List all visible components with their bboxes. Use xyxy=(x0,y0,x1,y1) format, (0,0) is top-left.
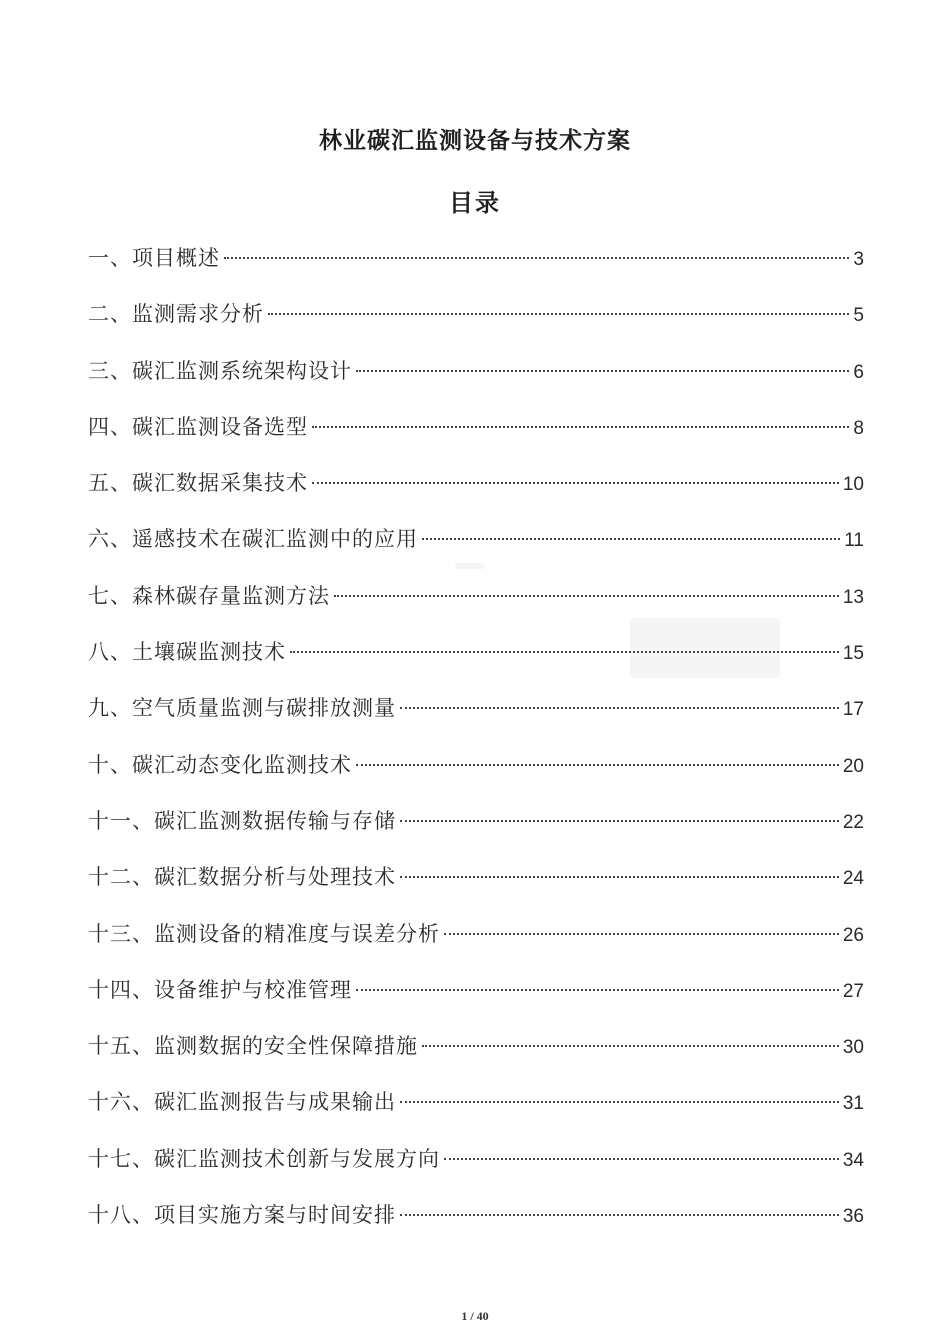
toc-entry-page: 17 xyxy=(842,699,864,721)
toc-entry[interactable] xyxy=(88,1084,864,1140)
toc-entry-page: 15 xyxy=(842,643,864,665)
toc-entry[interactable] xyxy=(88,859,864,915)
toc-entry-label: 十七、碳汇监测技术创新与发展方向 xyxy=(88,1146,440,1171)
toc-entry-page: 10 xyxy=(842,474,864,496)
toc-entry[interactable] xyxy=(88,1028,864,1084)
toc-entry[interactable] xyxy=(88,578,864,634)
toc-entry-label: 一、项目概述 xyxy=(88,246,220,270)
toc-entry-label: 七、森林碳存量监测方法 xyxy=(88,583,330,608)
toc-entry-page: 3 xyxy=(853,249,864,270)
toc-heading: 目录 xyxy=(449,189,501,217)
toc-entry-label: 八、土壤碳监测技术 xyxy=(88,640,286,665)
toc-entry-label: 四、碳汇监测设备选型 xyxy=(88,414,308,439)
document-title: 林业碳汇监测设备与技术方案 xyxy=(319,128,631,154)
toc-entry[interactable] xyxy=(88,409,864,465)
toc-entry-label: 十五、监测数据的安全性保障措施 xyxy=(88,1034,418,1059)
toc-dot-leader xyxy=(334,595,839,597)
toc-entry[interactable] xyxy=(88,296,864,352)
toc-entry[interactable] xyxy=(88,916,864,972)
toc-entry[interactable] xyxy=(88,634,864,690)
toc-entry-page: 34 xyxy=(842,1149,864,1171)
toc-entry-page: 31 xyxy=(842,1093,864,1115)
toc-entry[interactable] xyxy=(88,465,864,521)
toc-entry-page: 13 xyxy=(842,586,864,608)
page-number-footer: 1 / 40 xyxy=(461,1309,489,1323)
toc-dot-leader xyxy=(444,1158,839,1160)
toc-dot-leader xyxy=(400,707,839,709)
toc-entry-label: 六、遥感技术在碳汇监测中的应用 xyxy=(88,527,418,552)
toc-dot-leader xyxy=(312,482,839,484)
toc-dot-leader xyxy=(356,370,849,372)
toc-dot-leader xyxy=(356,764,839,766)
toc-entry-page: 30 xyxy=(842,1037,864,1059)
toc-entry[interactable] xyxy=(88,521,864,577)
toc-dot-leader xyxy=(312,426,849,428)
toc-entry[interactable] xyxy=(88,1197,864,1253)
toc-entry-page: 36 xyxy=(842,1206,864,1228)
toc-entry-label: 十、碳汇动态变化监测技术 xyxy=(88,752,352,777)
toc-entry-page: 26 xyxy=(842,924,864,946)
toc-dot-leader xyxy=(400,820,839,822)
toc-entry[interactable] xyxy=(88,972,864,1028)
toc-entry-label: 十四、设备维护与校准管理 xyxy=(88,977,352,1002)
toc-entry-page: 8 xyxy=(853,417,864,439)
toc-dot-leader xyxy=(422,538,840,540)
toc-entry-label: 十三、监测设备的精准度与误差分析 xyxy=(88,921,440,946)
toc-entry-label: 九、空气质量监测与碳排放测量 xyxy=(88,696,396,721)
toc-entry-page: 27 xyxy=(842,980,864,1002)
toc-entry-label: 十八、项目实施方案与时间安排 xyxy=(88,1203,396,1228)
toc-entry[interactable] xyxy=(88,353,864,409)
toc-dot-leader xyxy=(400,1101,839,1103)
toc-entry-label: 十一、碳汇监测数据传输与存储 xyxy=(88,808,396,833)
toc-entry-label: 三、碳汇监测系统架构设计 xyxy=(88,358,352,383)
toc-entry-page: 5 xyxy=(853,305,864,327)
toc-dot-leader xyxy=(444,933,839,935)
toc-dot-leader xyxy=(290,651,839,653)
toc-entry-page: 11 xyxy=(844,530,864,552)
toc-entry-page: 24 xyxy=(842,868,864,890)
toc-entry-label: 二、监测需求分析 xyxy=(88,302,264,327)
toc-entry-page: 22 xyxy=(842,811,864,833)
toc-entry-page: 6 xyxy=(853,361,864,383)
toc-dot-leader xyxy=(400,1214,839,1216)
toc-dot-leader xyxy=(224,257,849,259)
toc-dot-leader xyxy=(400,876,839,878)
toc-dot-leader xyxy=(268,313,849,315)
toc-entry[interactable] xyxy=(88,240,864,296)
toc-entry[interactable] xyxy=(88,803,864,859)
toc-entry-label: 十二、碳汇数据分析与处理技术 xyxy=(88,865,396,890)
toc-entry-page: 20 xyxy=(842,755,864,777)
toc-entry-label: 十六、碳汇监测报告与成果输出 xyxy=(88,1090,396,1115)
toc-dot-leader xyxy=(422,1045,839,1047)
toc-dot-leader xyxy=(356,989,839,991)
toc-entry[interactable] xyxy=(88,747,864,803)
toc-entry[interactable] xyxy=(88,1141,864,1197)
toc-entry[interactable] xyxy=(88,690,864,746)
toc-entry-label: 五、碳汇数据采集技术 xyxy=(88,471,308,496)
table-of-contents xyxy=(88,240,864,1253)
